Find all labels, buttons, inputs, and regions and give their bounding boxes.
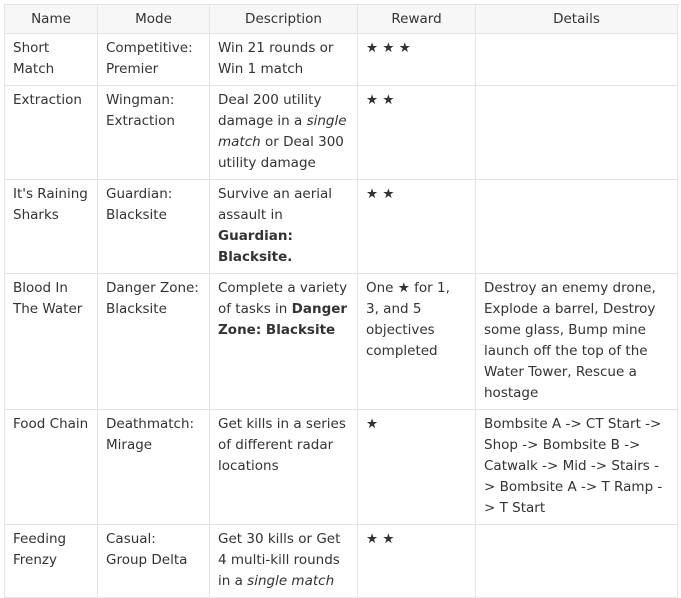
description-italic-text: single match — [247, 573, 335, 589]
cell-name: Blood In The Water — [5, 274, 98, 410]
cell-name: Extraction — [5, 86, 98, 180]
header-description: Description — [210, 5, 358, 34]
table-row — [5, 525, 678, 598]
table-row — [5, 274, 678, 410]
description-bold-text: Guardian: Blacksite. — [218, 228, 293, 265]
cell-reward: ★ ★ — [358, 180, 476, 274]
cell-details — [476, 34, 678, 86]
cell-description — [210, 525, 358, 598]
description-text: Win 21 rounds or Win 1 match — [218, 40, 334, 77]
cell-description — [210, 410, 358, 525]
cell-description — [210, 180, 358, 274]
cell-details: Bombsite A -> CT Start -> Shop -> Bombsite B -> Catwalk -> Mid -> Stairs -> Bombsite A -> T Ramp -> T Start — [476, 410, 678, 525]
description-text: Get 30 kills or Get 4 multi-kill rounds in a — [218, 531, 341, 589]
header-name: Name — [5, 5, 98, 34]
cell-mode: Competitive: Premier — [98, 34, 210, 86]
header-details: Details — [476, 5, 678, 34]
cell-name: Short Match — [5, 34, 98, 86]
cell-reward: ★ ★ — [358, 525, 476, 598]
header-row — [5, 5, 678, 34]
table-row — [5, 180, 678, 274]
header-reward: Reward — [358, 5, 476, 34]
cell-details — [476, 525, 678, 598]
cell-mode: Guardian: Blacksite — [98, 180, 210, 274]
cell-name: Food Chain — [5, 410, 98, 525]
description-text: Survive an aerial assault in — [218, 186, 333, 223]
cell-description — [210, 34, 358, 86]
cell-name: It's Raining Sharks — [5, 180, 98, 274]
cell-reward: ★ ★ ★ — [358, 34, 476, 86]
cell-name: Feeding Frenzy — [5, 525, 98, 598]
description-text: Get kills in a series of different radar locations — [218, 416, 346, 474]
description-bold-text: Danger Zone: Blacksite — [218, 301, 348, 338]
description-italic-text: single match — [218, 113, 347, 150]
missions-table — [4, 4, 678, 598]
table-row — [5, 34, 678, 86]
table-row — [5, 410, 678, 525]
cell-details — [476, 180, 678, 274]
cell-mode: Danger Zone: Blacksite — [98, 274, 210, 410]
description-text: or Deal 300 utility damage — [218, 134, 344, 171]
cell-reward: One ★ for 1, 3, and 5 objectives completed — [358, 274, 476, 410]
cell-mode: Deathmatch: Mirage — [98, 410, 210, 525]
cell-description — [210, 86, 358, 180]
header-mode: Mode — [98, 5, 210, 34]
cell-reward: ★ ★ — [358, 86, 476, 180]
cell-mode: Wingman: Extraction — [98, 86, 210, 180]
cell-reward: ★ — [358, 410, 476, 525]
table-row — [5, 86, 678, 180]
cell-details: Destroy an enemy drone, Explode a barrel, Destroy some glass, Bump mine launch off the top of the Water Tower, Rescue a hostage — [476, 274, 678, 410]
description-text: Deal 200 utility damage in a — [218, 92, 322, 129]
missions-table-wrapper — [4, 4, 678, 598]
description-text: Complete a variety of tasks in — [218, 280, 348, 317]
cell-details — [476, 86, 678, 180]
cell-description — [210, 274, 358, 410]
cell-mode: Casual: Group Delta — [98, 525, 210, 598]
